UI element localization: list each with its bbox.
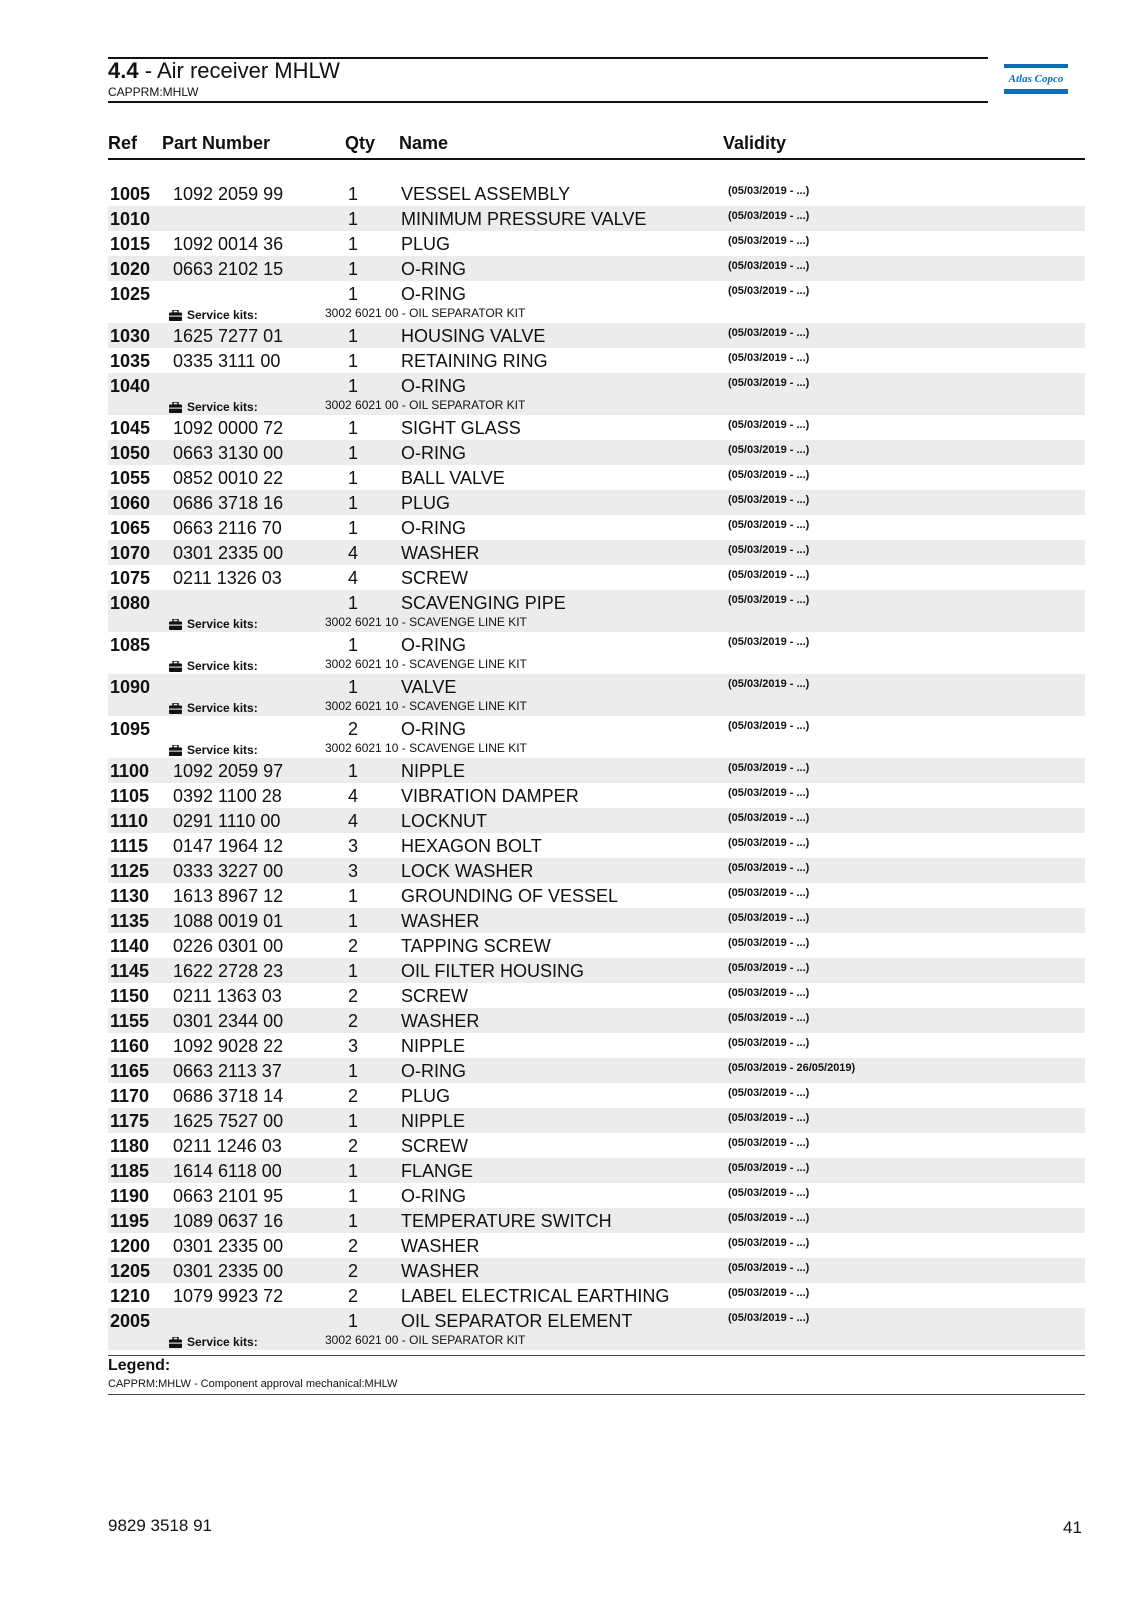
- cell-validity: (05/03/2019 - ...): [728, 1237, 810, 1249]
- cell-name: MINIMUM PRESSURE VALVE: [401, 209, 647, 229]
- cell-name: O-RING: [401, 259, 466, 279]
- cell-ref: 1185: [110, 1161, 150, 1181]
- cell-qty: 1: [348, 209, 359, 229]
- cell-name: LOCKNUT: [401, 811, 488, 831]
- table-row: [108, 958, 1085, 983]
- cell-part-number: 1079 9923 72: [173, 1286, 284, 1306]
- cell-qty: 2: [348, 1011, 359, 1031]
- cell-name: LOCK WASHER: [401, 861, 534, 881]
- cell-ref: 1105: [110, 786, 150, 806]
- cell-part-number: 0211 1246 03: [173, 1136, 282, 1156]
- cell-qty: 1: [348, 1186, 359, 1206]
- cell-ref: 1065: [110, 518, 151, 538]
- cell-qty: 2: [348, 936, 359, 956]
- cell-validity: (05/03/2019 - ...): [728, 987, 810, 999]
- cell-qty: 1: [348, 326, 359, 346]
- cell-name: PLUG: [401, 493, 451, 513]
- service-kit-reference: 3002 6021 00 - OIL SEPARATOR KIT: [325, 1333, 526, 1347]
- cell-name: WASHER: [401, 1261, 480, 1281]
- toolbox-icon: [169, 745, 182, 756]
- cell-part-number: 1088 0019 01: [173, 911, 284, 931]
- cell-name: WASHER: [401, 1011, 480, 1031]
- cell-qty: 2: [348, 1261, 359, 1281]
- cell-qty: 2: [348, 1286, 359, 1306]
- cell-ref: 1210: [110, 1286, 151, 1306]
- cell-validity: (05/03/2019 - ...): [728, 210, 810, 222]
- table-row: [108, 1158, 1085, 1183]
- table-row: [108, 256, 1085, 281]
- cell-name: WASHER: [401, 1236, 480, 1256]
- cell-ref: 1180: [110, 1136, 150, 1156]
- cell-ref: 1100: [110, 761, 150, 781]
- table-row: [108, 1058, 1085, 1083]
- cell-validity: (05/03/2019 - ...): [728, 678, 810, 690]
- cell-qty: 1: [348, 376, 359, 396]
- cell-part-number: 0301 2335 00: [173, 543, 284, 563]
- cell-name: O-RING: [401, 1186, 466, 1206]
- service-kit-reference: 3002 6021 10 - SCAVENGE LINE KIT: [325, 699, 527, 713]
- cell-ref: 1205: [110, 1261, 151, 1281]
- toolbox-icon: [169, 703, 182, 714]
- service-kits-label: [169, 701, 258, 715]
- table-row: [108, 1258, 1085, 1283]
- cell-validity: (05/03/2019 - ...): [728, 720, 810, 732]
- cell-name: HOUSING VALVE: [401, 326, 546, 346]
- column-header-part-number: Part Number: [162, 133, 271, 153]
- cell-part-number: 0686 3718 16: [173, 493, 284, 513]
- cell-part-number: 0301 2335 00: [173, 1261, 284, 1281]
- table-row: [108, 540, 1085, 565]
- cell-qty: 2: [348, 1236, 359, 1256]
- table-row: [108, 440, 1085, 465]
- cell-ref: 1175: [110, 1111, 150, 1131]
- cell-qty: 4: [348, 543, 359, 563]
- cell-name: O-RING: [401, 443, 466, 463]
- cell-validity: (05/03/2019 - ...): [728, 862, 810, 874]
- table-row: [108, 1308, 1085, 1350]
- cell-qty: 2: [348, 986, 359, 1006]
- service-kits-label: [169, 400, 258, 414]
- cell-name: NIPPLE: [401, 1036, 466, 1056]
- table-row: [108, 1108, 1085, 1133]
- service-kits-label-text: Service kits:: [187, 1335, 258, 1349]
- cell-validity: (05/03/2019 - ...): [728, 444, 810, 456]
- cell-ref: 1020: [110, 259, 151, 279]
- cell-qty: 4: [348, 568, 359, 588]
- cell-validity: (05/03/2019 - ...): [728, 469, 810, 481]
- cell-part-number: 1092 2059 97: [173, 761, 284, 781]
- cell-qty: 1: [348, 443, 359, 463]
- cell-part-number: 1614 6118 00: [173, 1161, 282, 1181]
- cell-ref: 1135: [110, 911, 150, 931]
- cell-part-number: 1089 0637 16: [173, 1211, 284, 1231]
- cell-ref: 1010: [110, 209, 151, 229]
- cell-ref: 1015: [110, 234, 151, 254]
- cell-name: SCREW: [401, 1136, 468, 1156]
- cell-ref: 1045: [110, 418, 151, 438]
- service-kits-label: [169, 308, 258, 322]
- cell-name: PLUG: [401, 1086, 451, 1106]
- cell-name: FLANGE: [401, 1161, 474, 1181]
- cell-qty: 2: [348, 1136, 359, 1156]
- cell-name: LABEL ELECTRICAL EARTHING: [401, 1286, 670, 1306]
- legend-text: CAPPRM:MHLW - Component approval mechanical:MHLW: [108, 1378, 398, 1390]
- cell-qty: 1: [348, 351, 359, 371]
- cell-qty: 1: [348, 911, 359, 931]
- cell-validity: (05/03/2019 - ...): [728, 1187, 810, 1199]
- cell-qty: 1: [348, 761, 359, 781]
- cell-ref: 1115: [110, 836, 149, 856]
- cell-ref: 1130: [110, 886, 150, 906]
- cell-name: GROUNDING OF VESSEL: [401, 886, 619, 906]
- cell-validity: (05/03/2019 - ...): [728, 1012, 810, 1024]
- table-row: [108, 1283, 1085, 1308]
- cell-part-number: 0663 2101 95: [173, 1186, 284, 1206]
- cell-ref: 1050: [110, 443, 151, 463]
- cell-qty: 1: [348, 961, 359, 981]
- service-kits-label-text: Service kits:: [187, 308, 258, 322]
- page-title: 4.4 - Air receiver MHLW: [108, 58, 340, 83]
- table-row: [108, 858, 1085, 883]
- service-kits-label-text: Service kits:: [187, 659, 258, 673]
- cell-part-number: 0301 2335 00: [173, 1236, 284, 1256]
- cell-name: TEMPERATURE SWITCH: [401, 1211, 612, 1231]
- cell-qty: 1: [348, 493, 359, 513]
- toolbox-icon: [169, 402, 182, 413]
- cell-qty: 1: [348, 677, 359, 697]
- cell-name: O-RING: [401, 376, 466, 396]
- table-row: [108, 515, 1085, 540]
- cell-ref: 1095: [110, 719, 151, 739]
- cell-ref: 1090: [110, 677, 151, 697]
- cell-validity: (05/03/2019 - ...): [728, 1312, 810, 1324]
- cell-ref: 1040: [110, 376, 151, 396]
- cell-name: O-RING: [401, 719, 466, 739]
- cell-qty: 1: [348, 1311, 359, 1331]
- cell-part-number: 0852 0010 22: [173, 468, 284, 488]
- cell-name: BALL VALVE: [401, 468, 505, 488]
- service-kits-label: [169, 743, 258, 757]
- legend-rule-bottom: [108, 1394, 1085, 1395]
- table-row: [108, 632, 1085, 674]
- cell-qty: 1: [348, 468, 359, 488]
- cell-name: O-RING: [401, 635, 466, 655]
- table-row: [108, 465, 1085, 490]
- cell-qty: 3: [348, 861, 359, 881]
- table-row: [108, 1133, 1085, 1158]
- cell-name: VALVE: [401, 677, 457, 697]
- toolbox-icon: [169, 1337, 182, 1348]
- cell-qty: 1: [348, 259, 359, 279]
- cell-validity: (05/03/2019 - ...): [728, 912, 810, 924]
- column-header-name: Name: [399, 133, 449, 153]
- table-row: [108, 415, 1085, 440]
- cell-qty: 1: [348, 418, 359, 438]
- cell-part-number: 1625 7277 01: [173, 326, 284, 346]
- cell-validity: (05/03/2019 - ...): [728, 327, 810, 339]
- cell-validity: (05/03/2019 - ...): [728, 377, 810, 389]
- cell-qty: 1: [348, 518, 359, 538]
- cell-ref: 1195: [110, 1211, 150, 1231]
- cell-name: TAPPING SCREW: [401, 936, 551, 956]
- cell-name: NIPPLE: [401, 1111, 466, 1131]
- cell-qty: 2: [348, 1086, 359, 1106]
- cell-validity: (05/03/2019 - ...): [728, 937, 810, 949]
- cell-validity: (05/03/2019 - ...): [728, 1162, 810, 1174]
- cell-name: PLUG: [401, 234, 451, 254]
- cell-name: NIPPLE: [401, 761, 466, 781]
- cell-name: O-RING: [401, 518, 466, 538]
- cell-name: O-RING: [401, 284, 466, 304]
- table-row: [108, 490, 1085, 515]
- service-kit-reference: 3002 6021 10 - SCAVENGE LINE KIT: [325, 615, 527, 629]
- cell-qty: 1: [348, 184, 359, 204]
- cell-validity: (05/03/2019 - 26/05/2019): [728, 1062, 856, 1074]
- service-kits-label-text: Service kits:: [187, 743, 258, 757]
- cell-part-number: 0226 0301 00: [173, 936, 284, 956]
- cell-part-number: 1092 2059 99: [173, 184, 284, 204]
- service-kit-reference: 3002 6021 10 - SCAVENGE LINE KIT: [325, 657, 527, 671]
- table-row: [108, 1083, 1085, 1108]
- parts-table: [108, 181, 1085, 1350]
- cell-ref: 1035: [110, 351, 151, 371]
- cell-part-number: 0663 2102 15: [173, 259, 284, 279]
- cell-name: SIGHT GLASS: [401, 418, 521, 438]
- table-row: [108, 1233, 1085, 1258]
- cell-ref: 1140: [110, 936, 150, 956]
- cell-validity: (05/03/2019 - ...): [728, 544, 810, 556]
- cell-part-number: 0663 3130 00: [173, 443, 284, 463]
- cell-ref: 1080: [110, 593, 151, 613]
- cell-validity: (05/03/2019 - ...): [728, 1037, 810, 1049]
- cell-ref: 1025: [110, 284, 151, 304]
- table-row: [108, 1208, 1085, 1233]
- table-row: [108, 1183, 1085, 1208]
- cell-qty: 1: [348, 1211, 359, 1231]
- cell-ref: 1165: [110, 1061, 150, 1081]
- cell-part-number: 0392 1100 28: [173, 786, 282, 806]
- cell-validity: (05/03/2019 - ...): [728, 1137, 810, 1149]
- table-row: [108, 373, 1085, 415]
- cell-name: SCREW: [401, 568, 468, 588]
- cell-qty: 4: [348, 811, 359, 831]
- table-row: [108, 933, 1085, 958]
- cell-part-number: 1625 7527 00: [173, 1111, 284, 1131]
- cell-name: WASHER: [401, 543, 480, 563]
- cell-ref: 1170: [110, 1086, 150, 1106]
- atlas-copco-logo: [1004, 64, 1068, 94]
- legend-rule-top: [108, 1355, 1085, 1356]
- logo-text: Atlas Copco: [1008, 73, 1064, 85]
- cell-validity: (05/03/2019 - ...): [728, 1212, 810, 1224]
- section-number: 4.4: [108, 58, 139, 83]
- table-row: [108, 1008, 1085, 1033]
- table-row: [108, 1033, 1085, 1058]
- cell-qty: 1: [348, 284, 359, 304]
- cell-qty: 1: [348, 1061, 359, 1081]
- column-header-validity: Validity: [723, 133, 787, 153]
- table-row: [108, 983, 1085, 1008]
- cell-validity: (05/03/2019 - ...): [728, 352, 810, 364]
- table-row: [108, 181, 1085, 206]
- column-header-rule: [108, 158, 1085, 160]
- cell-ref: 1060: [110, 493, 151, 513]
- cell-ref: 1145: [110, 961, 150, 981]
- cell-name: OIL SEPARATOR ELEMENT: [401, 1311, 633, 1331]
- cell-validity: (05/03/2019 - ...): [728, 1087, 810, 1099]
- cell-part-number: 1092 0000 72: [173, 418, 284, 438]
- cell-validity: (05/03/2019 - ...): [728, 787, 810, 799]
- cell-part-number: 0211 1363 03: [173, 986, 282, 1006]
- cell-part-number: 0686 3718 14: [173, 1086, 284, 1106]
- table-row: [108, 883, 1085, 908]
- table-row: [108, 590, 1085, 632]
- column-header-ref: Ref: [108, 133, 138, 153]
- cell-part-number: 0211 1326 03: [173, 568, 282, 588]
- cell-ref: 1030: [110, 326, 151, 346]
- table-row: [108, 348, 1085, 373]
- cell-ref: 1005: [110, 184, 151, 204]
- cell-qty: 1: [348, 593, 359, 613]
- service-kits-label-text: Service kits:: [187, 400, 258, 414]
- cell-validity: (05/03/2019 - ...): [728, 494, 810, 506]
- cell-ref: 1155: [110, 1011, 150, 1031]
- cell-validity: (05/03/2019 - ...): [728, 285, 810, 297]
- cell-name: OIL FILTER HOUSING: [401, 961, 585, 981]
- cell-validity: (05/03/2019 - ...): [728, 887, 810, 899]
- page-number: 41: [1063, 1518, 1082, 1537]
- cell-part-number: 1092 0014 36: [173, 234, 284, 254]
- cell-name: VIBRATION DAMPER: [401, 786, 579, 806]
- cell-name: RETAINING RING: [401, 351, 548, 371]
- cell-ref: 1075: [110, 568, 151, 588]
- table-row: [108, 231, 1085, 256]
- document-number: 9829 3518 91: [108, 1516, 212, 1535]
- cell-qty: 2: [348, 719, 359, 739]
- service-kits-label-text: Service kits:: [187, 701, 258, 715]
- cell-part-number: 0291 1110 00: [173, 811, 281, 831]
- cell-validity: (05/03/2019 - ...): [728, 260, 810, 272]
- cell-ref: 1110: [110, 811, 149, 831]
- table-row: [108, 758, 1085, 783]
- cell-ref: 1190: [110, 1186, 150, 1206]
- service-kit-reference: 3002 6021 00 - OIL SEPARATOR KIT: [325, 398, 526, 412]
- service-kits-label-text: Service kits:: [187, 617, 258, 631]
- cell-validity: (05/03/2019 - ...): [728, 594, 810, 606]
- cell-validity: (05/03/2019 - ...): [728, 1262, 810, 1274]
- table-row: [108, 783, 1085, 808]
- header-rule-bottom: [108, 101, 988, 103]
- cell-validity: (05/03/2019 - ...): [728, 962, 810, 974]
- cell-ref: 1160: [110, 1036, 150, 1056]
- table-row: [108, 716, 1085, 758]
- cell-ref: 1150: [110, 986, 150, 1006]
- cell-validity: (05/03/2019 - ...): [728, 185, 810, 197]
- cell-validity: (05/03/2019 - ...): [728, 1112, 810, 1124]
- cell-part-number: 0301 2344 00: [173, 1011, 284, 1031]
- table-row: [108, 323, 1085, 348]
- cell-qty: 1: [348, 234, 359, 254]
- table-row: [108, 281, 1085, 323]
- cell-qty: 4: [348, 786, 359, 806]
- cell-part-number: 0333 3227 00: [173, 861, 284, 881]
- cell-validity: (05/03/2019 - ...): [728, 235, 810, 247]
- cell-name: O-RING: [401, 1061, 466, 1081]
- toolbox-icon: [169, 661, 182, 672]
- cell-name: HEXAGON BOLT: [401, 836, 542, 856]
- cell-qty: 3: [348, 1036, 359, 1056]
- table-row: [108, 206, 1085, 231]
- column-header-qty: Qty: [345, 133, 376, 153]
- cell-ref: 1200: [110, 1236, 151, 1256]
- service-kits-label: [169, 659, 258, 673]
- cell-qty: 1: [348, 635, 359, 655]
- cell-validity: (05/03/2019 - ...): [728, 812, 810, 824]
- cell-ref: 1125: [110, 861, 150, 881]
- cell-ref: 1055: [110, 468, 151, 488]
- cell-validity: (05/03/2019 - ...): [728, 837, 810, 849]
- cell-validity: (05/03/2019 - ...): [728, 636, 810, 648]
- table-row: [108, 808, 1085, 833]
- service-kits-label: [169, 617, 258, 631]
- cell-name: SCAVENGING PIPE: [401, 593, 566, 613]
- cell-part-number: 0335 3111 00: [173, 351, 281, 371]
- cell-name: SCREW: [401, 986, 468, 1006]
- page-subtitle: CAPPRM:MHLW: [108, 85, 199, 99]
- toolbox-icon: [169, 310, 182, 321]
- legend-title: Legend:: [108, 1357, 171, 1374]
- service-kit-reference: 3002 6021 10 - SCAVENGE LINE KIT: [325, 741, 527, 755]
- section-title: Air receiver MHLW: [156, 58, 340, 83]
- cell-name: VESSEL ASSEMBLY: [401, 184, 571, 204]
- cell-validity: (05/03/2019 - ...): [728, 519, 810, 531]
- service-kits-label: [169, 1335, 258, 1349]
- table-row: [108, 833, 1085, 858]
- cell-qty: 3: [348, 836, 359, 856]
- table-row: [108, 565, 1085, 590]
- cell-ref: 1070: [110, 543, 151, 563]
- cell-ref: 2005: [110, 1311, 151, 1331]
- table-row: [108, 674, 1085, 716]
- cell-ref: 1085: [110, 635, 151, 655]
- cell-part-number: 0147 1964 12: [173, 836, 284, 856]
- cell-qty: 1: [348, 1111, 359, 1131]
- cell-name: WASHER: [401, 911, 480, 931]
- cell-validity: (05/03/2019 - ...): [728, 419, 810, 431]
- toolbox-icon: [169, 619, 182, 630]
- cell-part-number: 0663 2113 37: [173, 1061, 282, 1081]
- cell-validity: (05/03/2019 - ...): [728, 569, 810, 581]
- cell-qty: 1: [348, 886, 359, 906]
- cell-part-number: 1092 9028 22: [173, 1036, 284, 1056]
- service-kit-reference: 3002 6021 00 - OIL SEPARATOR KIT: [325, 306, 526, 320]
- cell-part-number: 0663 2116 70: [173, 518, 282, 538]
- cell-part-number: 1622 2728 23: [173, 961, 284, 981]
- cell-part-number: 1613 8967 12: [173, 886, 284, 906]
- cell-validity: (05/03/2019 - ...): [728, 762, 810, 774]
- cell-qty: 1: [348, 1161, 359, 1181]
- table-row: [108, 908, 1085, 933]
- cell-validity: (05/03/2019 - ...): [728, 1287, 810, 1299]
